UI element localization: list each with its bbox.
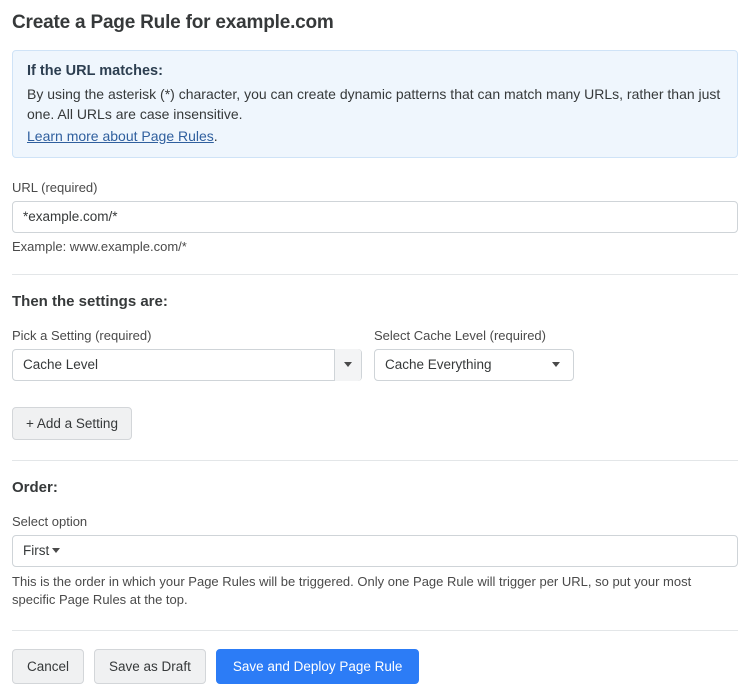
- divider-settings: [12, 274, 738, 275]
- settings-section-title: Then the settings are:: [12, 292, 168, 310]
- url-field-label: URL (required): [12, 179, 98, 195]
- info-box-heading: If the URL matches:: [27, 63, 163, 79]
- divider-actions: [12, 630, 738, 631]
- order-select[interactable]: [12, 535, 738, 567]
- cache-level-select-wrap: [374, 349, 574, 381]
- pick-setting-select[interactable]: [12, 349, 362, 381]
- chevron-down-icon[interactable]: [549, 362, 563, 367]
- pick-setting-value: Cache Level: [23, 357, 99, 373]
- divider-order: [12, 460, 738, 461]
- cancel-button[interactable]: Cancel: [12, 649, 84, 684]
- save-as-draft-button[interactable]: Save as Draft: [94, 649, 206, 684]
- chevron-down-icon[interactable]: [334, 349, 361, 381]
- info-box-body: By using the asterisk (*) character, you can create dynamic patterns that can match many URLs, rather than just one. All URLs are case insensitive.: [27, 86, 721, 123]
- url-match-info-box: [12, 50, 738, 158]
- cache-level-value: Cache Everything: [385, 357, 492, 373]
- settings-row: [12, 328, 738, 381]
- save-and-deploy-button[interactable]: Save and Deploy Page Rule: [216, 649, 420, 684]
- cache-level-label: Select Cache Level (required): [374, 327, 546, 343]
- url-field-hint: Example: www.example.com/*: [12, 238, 187, 254]
- order-hint: This is the order in which your Page Rules will be triggered. Only one Page Rule will trigger per URL, so put your most specific Page Rules at the top.: [12, 573, 692, 608]
- learn-more-link[interactable]: Learn more about Page Rules: [27, 127, 214, 144]
- pick-setting-label: Pick a Setting (required): [12, 327, 152, 343]
- order-section-title: Order:: [12, 478, 58, 496]
- order-select-value: First: [23, 543, 50, 559]
- cache-level-select[interactable]: [374, 349, 574, 381]
- info-link-suffix: .: [213, 127, 218, 144]
- chevron-down-icon[interactable]: [49, 548, 63, 553]
- info-box-link-row: [27, 128, 723, 144]
- pick-setting-select-wrap: [12, 349, 362, 381]
- pick-setting-column: [12, 328, 362, 381]
- order-select-label: Select option: [12, 513, 88, 529]
- form-actions: [12, 649, 738, 684]
- add-setting-button[interactable]: + Add a Setting: [12, 407, 132, 440]
- url-input[interactable]: [12, 201, 738, 233]
- cache-level-column: [374, 328, 574, 381]
- page-title: Create a Page Rule for example.com: [12, 12, 334, 33]
